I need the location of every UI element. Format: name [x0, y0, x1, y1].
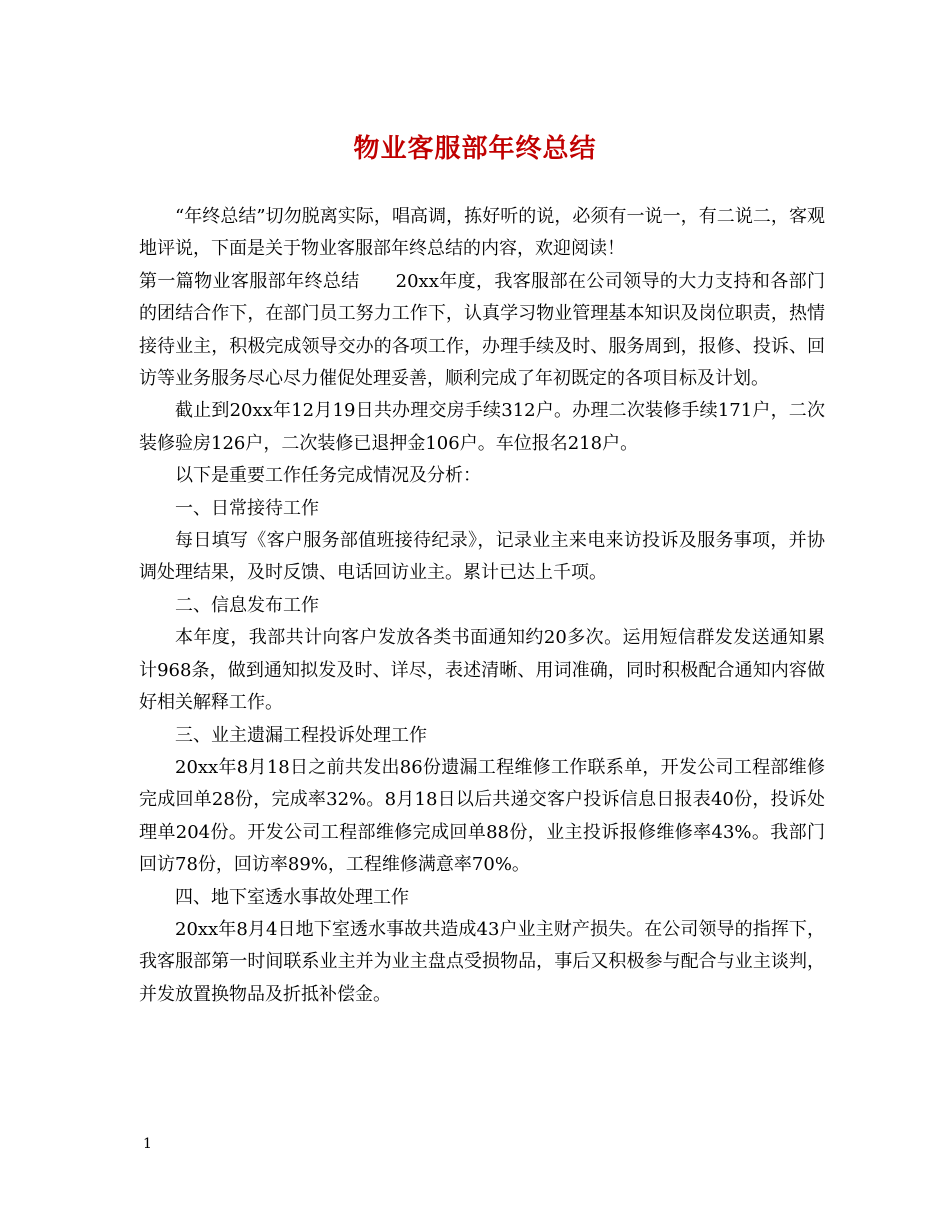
document-body: [139, 201, 825, 1011]
intro-paragraph: “年终总结”切勿脱离实际，唱高调，拣好听的说，必须有一说一，有二说二，客观地评说，下面是关于物业客服部年终总结的内容，欢迎阅读！: [139, 206, 825, 260]
section-one-body: 20xx年度，我客服部在公司领导的大力支持和各部门的团结合作下，在部门员工努力工作下，认真学习物业管理基本知识及岗位职责，热情接待业主，积极完成领导交办的各项工作，办理手续及时、服务周到，报修、投诉、回访等业务服务尽心尽力催促处理妥善，顺利完成了年初既定的各项目标及计划。: [139, 270, 825, 390]
section-one-heading: 第一篇物业客服部年终总结: [139, 270, 360, 292]
heading-daily-reception: 一、日常接待工作: [175, 497, 319, 519]
statistics-paragraph: 截止到20xx年12月19日共办理交房手续312户。办理二次装修手续171户，二次装修验房126户，二次装修已退押金106户。车位报名218户。: [139, 400, 825, 454]
information-release-paragraph: 本年度，我部共计向客户发放各类书面通知约20多次。运用短信群发发送通知累计968条，做到通知拟发及时、详尽，表述清晰、用词准确，同时积极配合通知内容做好相关解释工作。: [139, 627, 825, 714]
basement-incident-paragraph: 20xx年8月4日地下室透水事故共造成43户业主财产损失。在公司领导的指挥下，我客服部第一时间联系业主并为业主盘点受损物品，事后又积极参与配合与业主谈判，并发放置换物品及折抵补偿金。: [139, 918, 825, 1005]
page-number: 1: [143, 1136, 152, 1152]
heading-basement-incident: 四、地下室透水事故处理工作: [175, 886, 409, 908]
complaint-handling-paragraph: 20xx年8月18日之前共发出86份遗漏工程维修工作联系单，开发公司工程部维修完成回单28份，完成率32%。8月18日以后共递交客户投诉信息日报表40份，投诉处理单204份。开发公司工程部维修完成回单88份，业主投诉报修维修率43%。我部门回访78份，回访率89%，工程维修满意率70%。: [139, 756, 825, 876]
heading-information-release: 二、信息发布工作: [175, 594, 319, 616]
section-one-paragraph: [139, 266, 825, 396]
heading-complaint-handling: 三、业主遗漏工程投诉处理工作: [175, 724, 427, 746]
daily-reception-paragraph: 每日填写《客户服务部值班接待纪录》，记录业主来电来访投诉及服务事项，并协调处理结果，及时反馈、电话回访业主。累计已达上千项。: [139, 530, 825, 584]
analysis-lead-paragraph: 以下是重要工作任务完成情况及分析：: [175, 465, 481, 487]
document-title: 物业客服部年终总结: [353, 134, 597, 164]
